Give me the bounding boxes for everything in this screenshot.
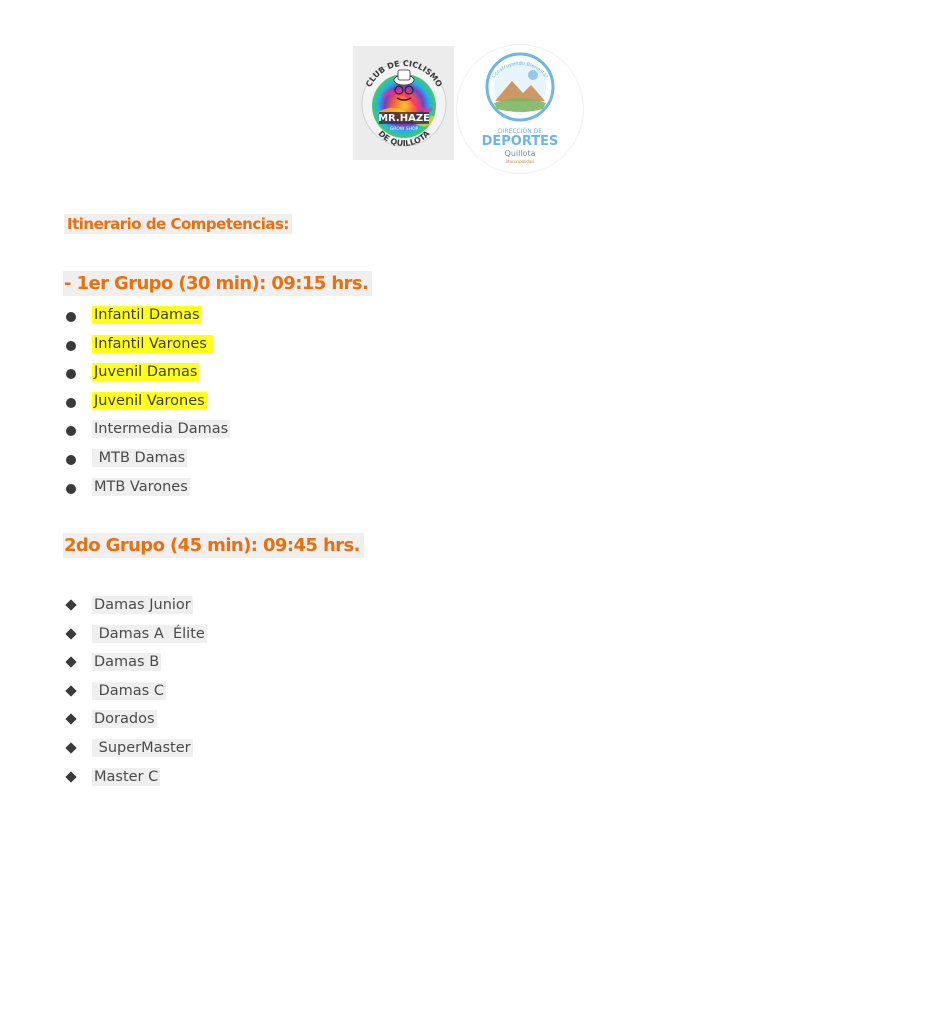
bullet-icon: [66, 484, 76, 494]
list-item-label: SuperMaster: [94, 739, 191, 756]
bullet-icon: [66, 369, 76, 379]
list-item-label: Damas B: [94, 654, 160, 671]
bullet-icon: [66, 341, 76, 351]
diamond-bullet-icon: [65, 685, 76, 696]
bullet-icon: [66, 455, 76, 465]
svg-text:Construyendo Bienestar: Construyendo Bienestar: [490, 60, 550, 80]
club-logo-icon: [353, 46, 454, 160]
diamond-bullet-icon: [65, 628, 76, 639]
diamond-bullet-icon: [65, 771, 76, 782]
list-item-label: Damas A Élite: [94, 625, 205, 642]
bullet-icon: [66, 398, 76, 408]
list-item-label: Infantil Varones: [94, 335, 212, 352]
svg-text:CLUB DE CICLISMO: CLUB DE CICLISMO: [364, 58, 444, 89]
deportes-logo-icon: [456, 44, 584, 174]
group2-heading: 2do Grupo (45 min): 09:45 hrs.: [63, 533, 364, 558]
diamond-bullet-icon: [65, 742, 76, 753]
svg-text:Municipalidad: Municipalidad: [506, 159, 534, 164]
list-item-label: Damas Junior: [94, 597, 191, 613]
list-item-label: Dorados: [94, 711, 155, 728]
list-item-label: Damas C: [94, 682, 164, 699]
svg-text:DIRECCIÓN DE: DIRECCIÓN DE: [497, 128, 543, 135]
group1-heading: - 1er Grupo (30 min): 09:15 hrs.: [63, 271, 372, 296]
list-item-label: Juvenil Varones: [94, 392, 205, 409]
page-title: Itinerario de Competencias:: [64, 214, 292, 234]
diamond-bullet-icon: [65, 714, 76, 725]
list-item-label: Intermedia Damas: [94, 421, 229, 438]
svg-text:GROW SHOP: GROW SHOP: [389, 127, 419, 132]
svg-text:DE QUILLOTA: DE QUILLOTA: [376, 129, 432, 149]
diamond-bullet-icon: [65, 599, 76, 610]
svg-text:DEPORTES: DEPORTES: [481, 134, 559, 149]
list-item-label: Juvenil Damas: [94, 364, 198, 381]
bullet-icon: [66, 312, 76, 322]
list-item-label: MTB Varones: [94, 478, 188, 495]
list-item-label: MTB Damas: [94, 449, 186, 466]
list-item-label: Infantil Damas: [94, 307, 200, 323]
bullet-icon: [66, 426, 76, 436]
svg-text:Quillota: Quillota: [504, 149, 536, 158]
svg-text:MR.HAZE: MR.HAZE: [378, 113, 430, 124]
diamond-bullet-icon: [65, 657, 76, 668]
list-item-label: Master C: [94, 768, 159, 785]
logos-row: [353, 44, 585, 174]
